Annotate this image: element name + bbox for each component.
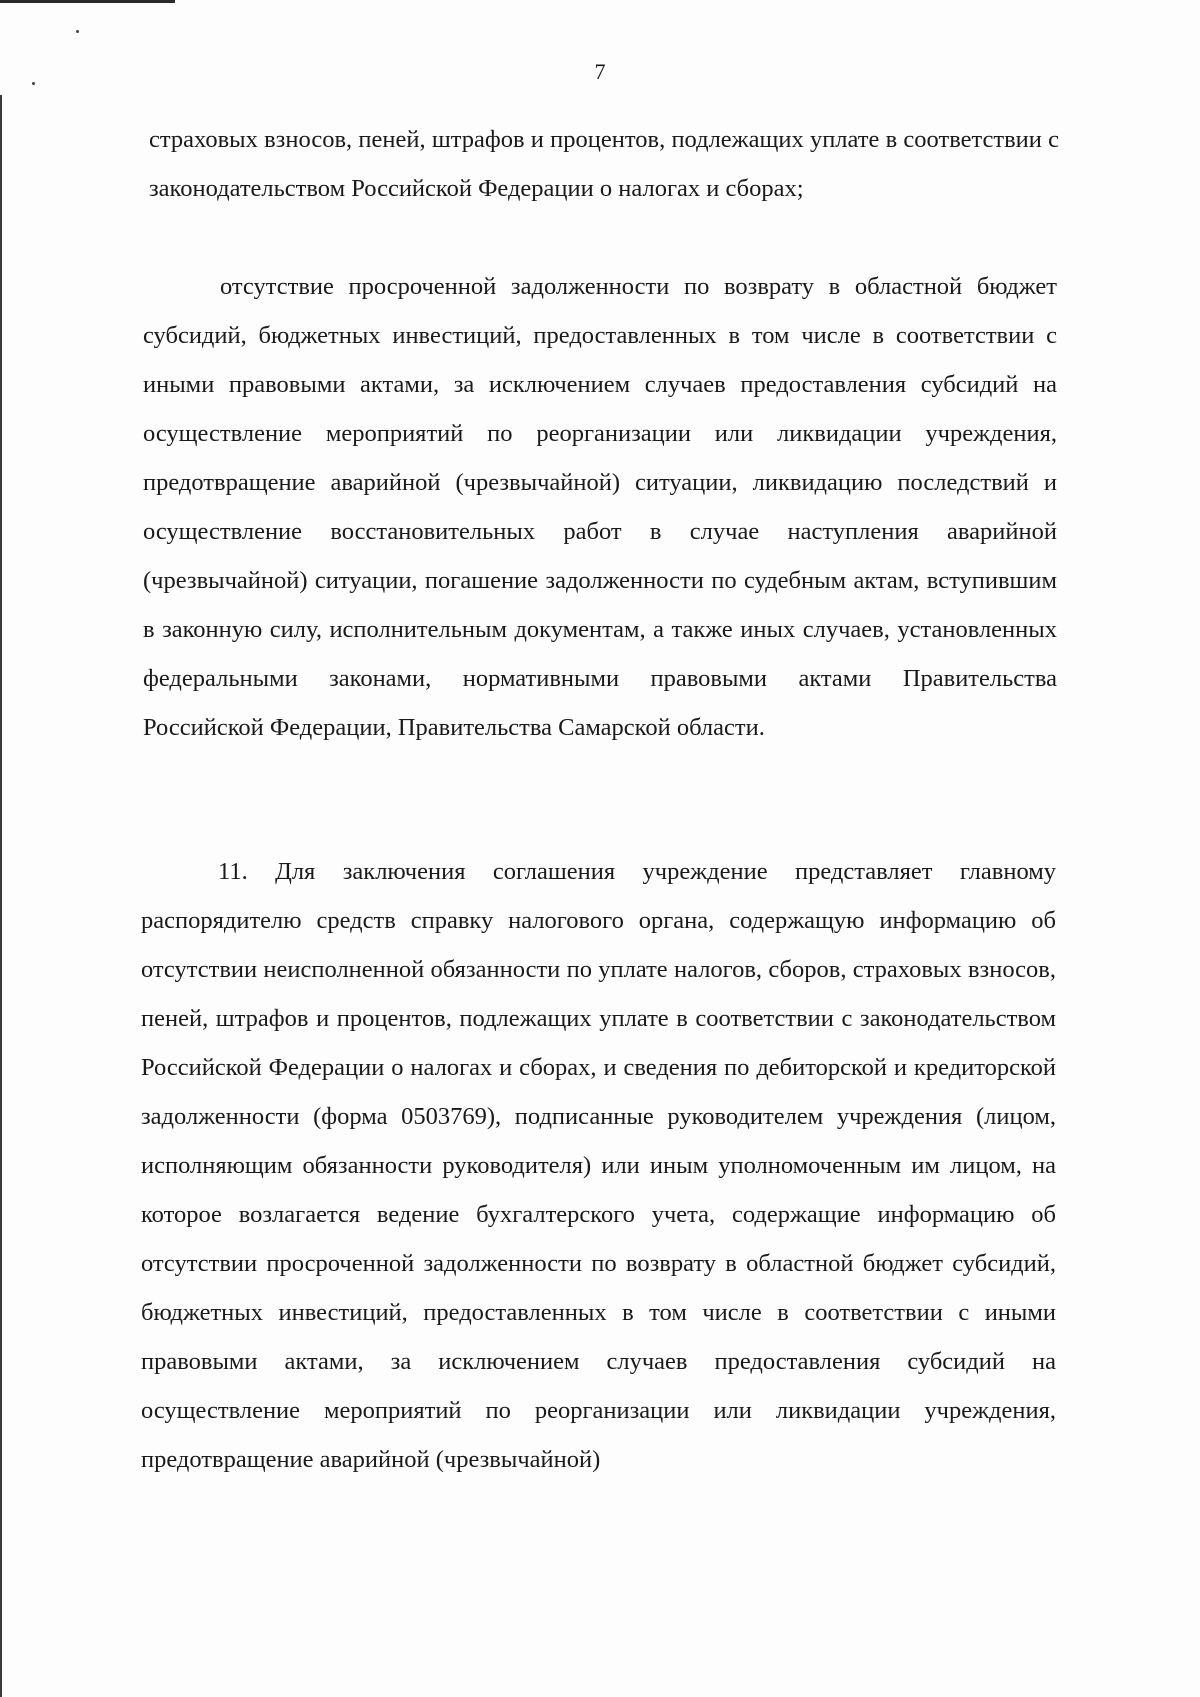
- paragraph-clause-11: 11. Для заключения соглашения учреждение представляет главному распорядителю средств справку налогового органа, содержащую информацию об отсутствии неисполненной обязанности по уплате налогов, сборов, страховых взносов, пеней, штрафов и процентов, подлежащих уплате в соответствии с законодательством Российской Федерации о налогах и сборах, и сведения по дебиторской и кредиторской задолженности (форма 0503769), подписанные руководителем учреждения (лицом, исполняющим обязанности руководителя) или иным уполномоченным им лицом, на которое возлагается ведение бухгалтерского учета, содержащие информацию об отсутствии просроченной задолженности по возврату в областной бюджет субсидий, бюджетных инвестиций, предоставленных в том числе в соответствии с иными правовыми актами, за исключением случаев предоставления субсидий на осуществление мероприятий по реорганизации или ликвидации учреждения, предотвращение аварийной (чрезвычайной): [141, 858, 1056, 1473]
- scan-top-rule: [0, 0, 175, 3]
- scan-speck: [76, 30, 79, 33]
- paragraph-continuation: страховых взносов, пеней, штрафов и процентов, подлежащих уплате в соответствии с законодательством Российской Федерации о налогах и сборах;: [149, 126, 1059, 202]
- page-number: 7: [594, 59, 606, 84]
- paragraph-no-overdue-debt: отсутствие просроченной задолженности по возврату в областной бюджет субсидий, бюджетных инвестиций, предоставленных в том числе в соответствии с иными правовыми актами, за исключением случаев предоставления субсидий на осуществление мероприятий по реорганизации или ликвидации учреждения, предотвращение аварийной (чрезвычайной) ситуации, ликвидацию последствий и осуществление восстановительных работ в случае наступления аварийной (чрезвычайной) ситуации, погашение задолженности по судебным актам, вступившим в законную силу, исполнительным документам, а также иных случаев, установленных федеральными законами, нормативными правовыми актами Правительства Российской Федерации, Правительства Самарской области.: [143, 273, 1057, 741]
- scan-left-edge: [0, 95, 2, 1697]
